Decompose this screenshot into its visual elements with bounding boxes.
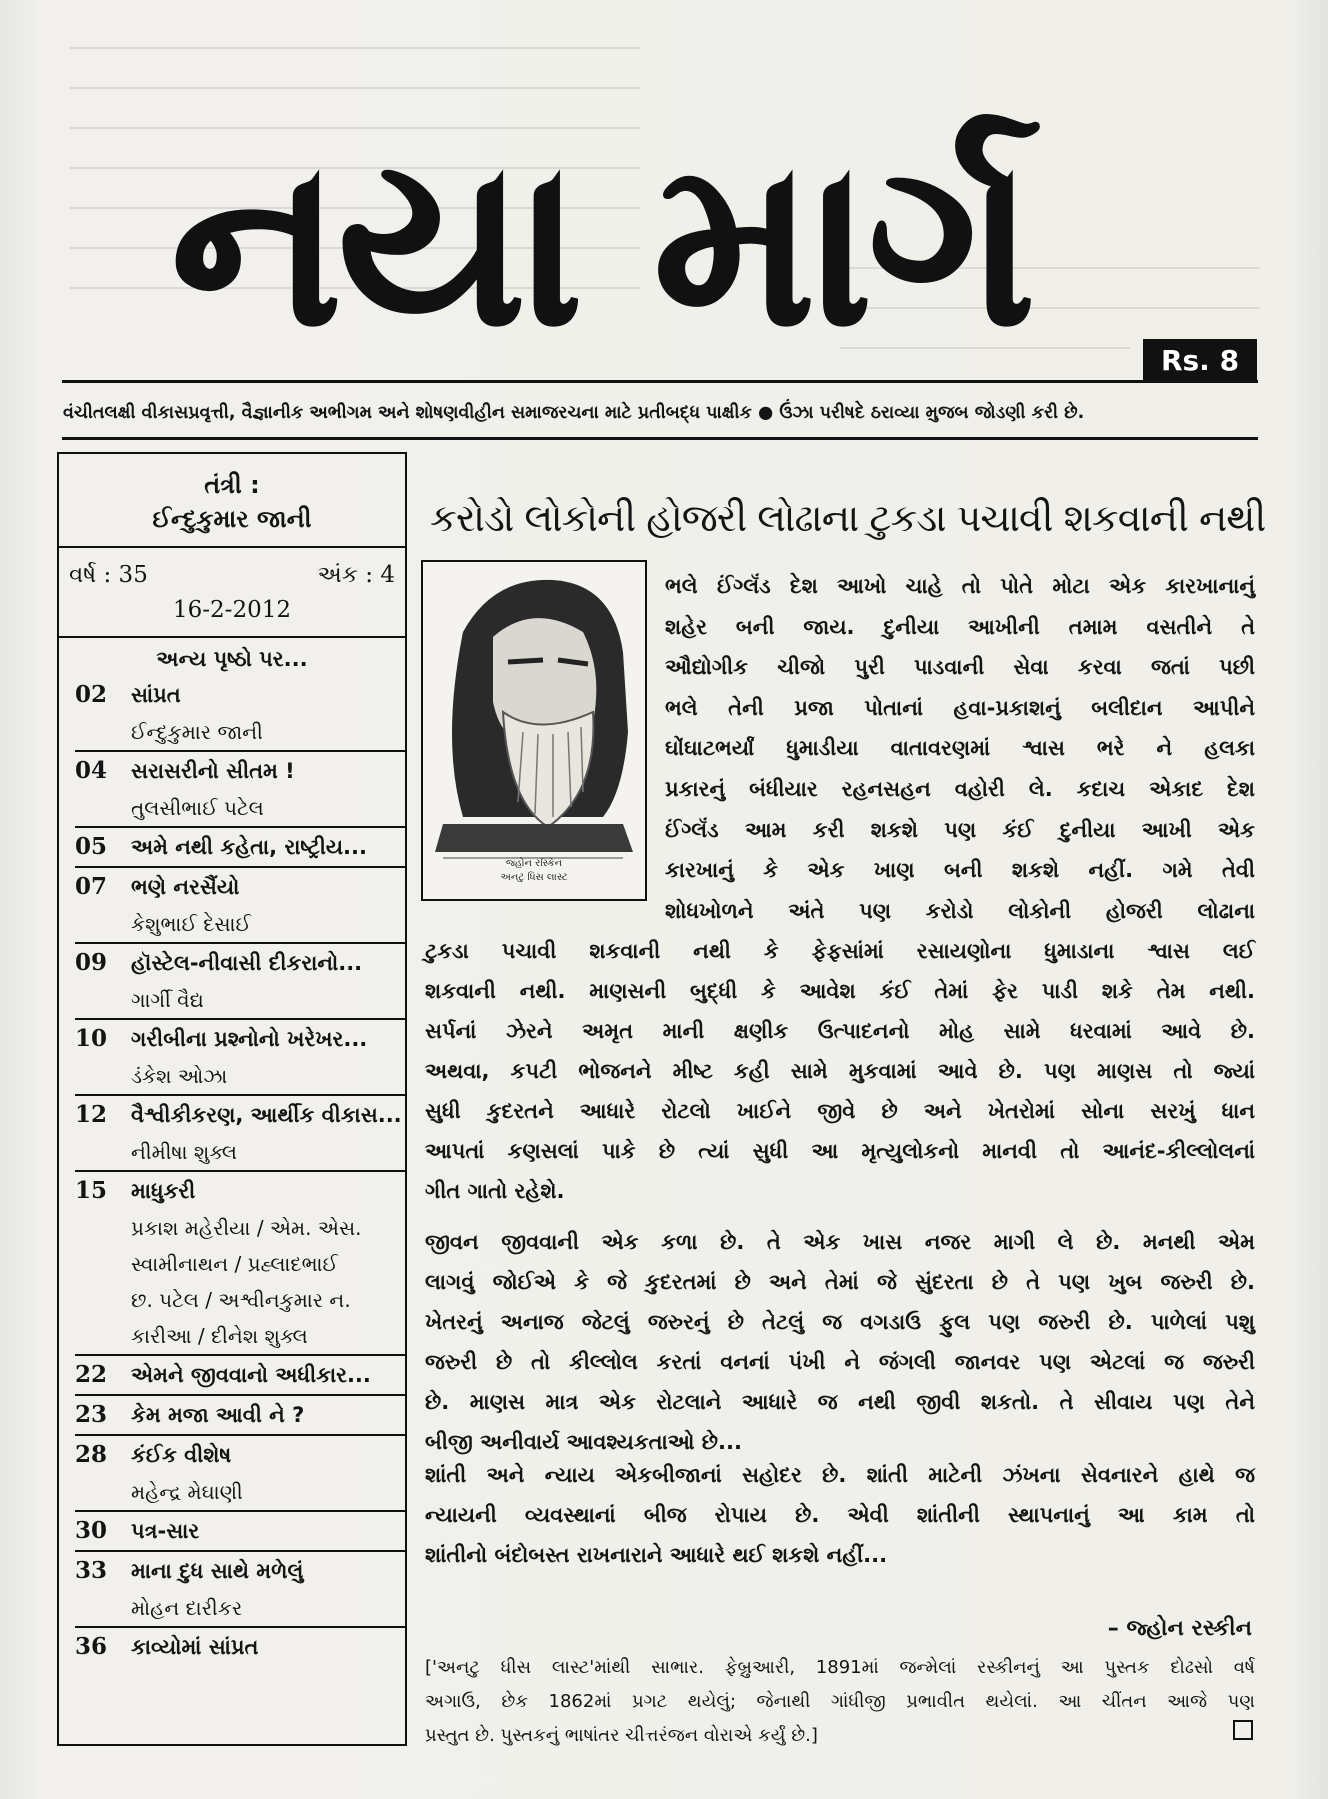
toc-entry-line (75, 1172, 405, 1210)
toc-item (75, 1396, 405, 1436)
caption-book: અનટુ ધિસ લાસ્ટ (500, 872, 568, 883)
toc-title: સાંપ્રત (131, 683, 181, 707)
toc-entry-line (75, 1096, 405, 1134)
toc-title: માધુકરી (131, 1179, 196, 1203)
article-headline: કરોડો લોકોની હોજરી લોઢાના ટુકડા પચાવી શકવાની નથી (430, 496, 1266, 540)
article-body-para-1 (425, 931, 1255, 1211)
article-line: બીજી અનીવાર્ય આવશ્યકતાઓ છે... (425, 1430, 742, 1454)
toc-title: ભણે નરસૈંયો (131, 875, 240, 899)
toc-title: વૈશ્વીકીકરણ, આર્થીક વીકાસ... (131, 1103, 402, 1127)
toc-title: એમને જીવવાનો અધીકાર... (131, 1363, 371, 1387)
toc-item (75, 676, 405, 752)
article-line: કારખાનું કે એક ખાણ બની શકશે નહીં. ગમે તેવી (665, 858, 1255, 883)
toc-title: માના દુધ સાથે મળેલું (131, 1559, 304, 1583)
article-line: આપતાં કણસલાં પાકે છે ત્યાં સુધી આ મૃત્યુલોકનો માનવી તો આનંદ-કીલ્લોલનાં (425, 1139, 1255, 1163)
article-line: છે. માણસ માત્ર એક રોટલાને આધારે જ નથી જીવી શકતો. તે સીવાય પણ તેને (425, 1390, 1255, 1414)
article-line: ગીત ગાતો રહેશે. (425, 1179, 565, 1203)
header-rule (62, 380, 1258, 383)
article-line: ઔદ્યોગીક ચીજો પુરી પાડવાની સેવા કરવા જતાં પછી (665, 655, 1255, 680)
toc-item (75, 1628, 405, 1666)
toc-author: છ. પટેલ / અશ્વીનકુમાર ન. (131, 1288, 351, 1312)
article-line: ભલે ઈંગ્લૅંડ દેશ આખો ચાહે તો પોતે મોટા એક કારખાનાનું (665, 574, 1255, 598)
article-body-para-2 (425, 1222, 1255, 1462)
toc-author: તુલસીભાઈ પટેલ (131, 796, 264, 820)
article-line: પ્રકારનું બંધીયાર રહનસહન વહોરી લે. કદાચ એકાદ દેશ (665, 776, 1255, 801)
end-mark (1233, 1720, 1253, 1740)
toc-item (75, 1020, 405, 1096)
article-line: અગાઉ, છેક 1862માં પ્રગટ થયેલું; જેનાથી ગાંધીજી પ્રભાવીત થયેલાં. આ ચીંતન આજે પણ (425, 1691, 1255, 1712)
source-note (425, 1651, 1255, 1753)
article-line: અથવા, કપટી ભોજનને મીષ્ટ કહી સામે મુકવામાં આવે છે. પણ માણસ તો જ્યાં (425, 1059, 1255, 1083)
article-line: જીવન જીવવાની એક કળા છે. તે એક ખાસ નજર માગી લે છે. મનથી એમ (425, 1230, 1255, 1254)
toc-title: ગરીબીના પ્રશ્નોનો ખરેખર... (131, 1027, 368, 1051)
article-line: ટુકડા પચાવી શકવાની નથી કે ફેફસાંમાં રસાયણોના ધુમાડાના શ્વાસ લઈ (425, 939, 1255, 963)
toc-title: કંઈક વીશેષ (131, 1443, 232, 1467)
toc-page-number: 05 (75, 833, 108, 860)
issue-label: અંક : 4 (317, 562, 395, 588)
toc-page-number: 36 (75, 1633, 108, 1660)
toc-page-number: 30 (75, 1517, 108, 1544)
sidebar-box (57, 452, 407, 1746)
article-line: ઘોંઘાટભર્યાં ધુમાડીયા વાતાવરણમાં શ્વાસ ભરે ને હલકા (665, 736, 1255, 761)
toc-item (75, 1512, 405, 1552)
price-badge: Rs. 8 (1143, 339, 1257, 383)
toc-page-number: 10 (75, 1025, 108, 1052)
toc-entry-line (75, 1020, 405, 1058)
toc-title: હૉસ્ટેલ-નીવાસી દીકરાનો... (131, 951, 363, 975)
toc-page-number: 09 (75, 949, 108, 976)
toc-entry-line (75, 944, 405, 982)
toc-author: ડંકેશ ઓઝા (131, 1064, 228, 1088)
volume-block (59, 548, 405, 638)
article-line: પ્રસ્તુત છે. પુસ્તકનું ભાષાંતર ચીત્તરંજન વોરાએ કર્યું છે.] (425, 1725, 818, 1746)
toc-entry-line (75, 1552, 405, 1590)
toc-author: પ્રકાશ મહેરીયા / એમ. એસ. (131, 1216, 362, 1240)
article-line: સુધી કુદરતને આધારે રોટલો ખાઈને જીવે છે અને ખેતરોમાં સોના સરખું ધાન (425, 1099, 1255, 1123)
toc-item (75, 944, 405, 1020)
editor-name: ઈન્દુકુમાર જાની (152, 505, 312, 533)
toc-entry-line (75, 676, 405, 714)
toc-author: સ્વામીનાથન / પ્રહ્લાદભાઈ (131, 1252, 338, 1276)
toc-page-number: 33 (75, 1557, 108, 1584)
article-line: ['અનટુ ધીસ લાસ્ટ'માંથી સાભાર. ફેબ્રુઆરી, 1891માં જન્મેલાં રસ્કીનનું આ પુસ્તક દોઢસો વર્ષ (425, 1657, 1255, 1678)
toc-title: સરાસરીનો સીતમ ! (131, 759, 295, 783)
portrait-caption (423, 857, 645, 885)
toc-author: ગાર્ગી વૈદ્ય (131, 988, 204, 1012)
toc-entry-line (75, 752, 405, 790)
toc-author: કેશુભાઈ દેસાઈ (131, 912, 251, 936)
article-line: ખેતરનું અનાજ જેટલું જરુરનું છે તેટલું જ વગડાઉ ફુલ પણ જરુરી છે. પાળેલાં પશુ (425, 1310, 1255, 1334)
editor-block (59, 454, 405, 548)
table-of-contents (59, 676, 405, 1666)
toc-entry-line (75, 1512, 405, 1550)
toc-entry-line (75, 1436, 405, 1474)
tagline: વંચીતલક્ષી વીકાસપ્રવૃત્તી, વૈજ્ઞાનીક અભીગમ અને શોષણવીહીન સમાજરચના માટે પ્રતીબદ્ધ પાક્ષીક ● ઉંઝા પરીષદે ઠરાવ્યા મુજબ જોડણી કરી છે. (63, 403, 1085, 423)
toc-page-number: 23 (75, 1401, 108, 1428)
header-rule-lower (62, 437, 1258, 440)
toc-item (75, 1172, 405, 1356)
toc-page-number: 07 (75, 873, 108, 900)
toc-heading: અન્ય પૃષ્ઠો પર... (156, 647, 308, 671)
article-body-para-3 (425, 1455, 1255, 1575)
caption-name: જ્હોન રસ્કિન (505, 858, 563, 869)
toc-page-number: 22 (75, 1361, 108, 1388)
article-line: ભલે તેની પ્રજા પોતાનાં હવા-પ્રકાશનું બલીદાન આપીને (665, 695, 1255, 720)
article-line: શકવાની નથી. માણસની બુદ્ધી કે આવેશ કંઈ તેમાં ફેર પાડી શકે તેમ નથી. (425, 979, 1255, 1003)
toc-page-number: 12 (75, 1101, 108, 1128)
toc-title: કેમ મજા આવી ને ? (131, 1403, 305, 1427)
toc-page-number: 28 (75, 1441, 108, 1468)
issue-date: 16-2-2012 (173, 597, 291, 623)
article-line: લાગવું જોઈએ કે જે કુદરતમાં છે અને તેમાં જે સુંદરતા છે તે પણ ખુબ જરુરી છે. (425, 1270, 1255, 1294)
toc-entry-line (75, 1356, 405, 1394)
article-line: જરુરી છે તો કીલ્લોલ કરતાં વનનાં પંખી ને જંગલી જાનવર પણ એટલાં જ જરુરી (425, 1350, 1255, 1374)
article-line: શોધખોળને અંતે પણ કરોડો લોકોની હોજરી લોઢાના (665, 898, 1255, 923)
article-line: શહેર બની જાય. દુનીયા આખીની તમામ વસતીને તે (665, 614, 1255, 639)
toc-title: કાવ્યોમાં સાંપ્રત (131, 1635, 259, 1659)
toc-item (75, 752, 405, 828)
article-line: ન્યાયની વ્યવસ્થાનાં બીજ રોપાય છે. એવી શાંતીની સ્થાપનાનું આ કામ તો (425, 1503, 1255, 1527)
article-body-narrow (665, 566, 1255, 931)
toc-page-number: 15 (75, 1177, 108, 1204)
masthead-title: નયા માર્ગ (170, 108, 1031, 378)
article-line: શાંતીનો બંદોબસ્ત રાખનારાને આધારે થઈ શકશે નહીં... (425, 1543, 888, 1567)
article-line: સર્પનાં ઝેરને અમૃત માની ક્ષણીક ઉત્પાદનનો મોહ સામે ધરવામાં આવે છે. (425, 1019, 1255, 1043)
author-portrait (421, 560, 647, 901)
toc-item (75, 1096, 405, 1172)
toc-item (75, 1436, 405, 1512)
toc-item (75, 1356, 405, 1396)
toc-author: કારીઆ / દીનેશ શુક્લ (131, 1324, 308, 1348)
article-line: ઈંગ્લૅંડ આમ કરી શકશે પણ કંઈ દુનીયા આખી એક (665, 817, 1255, 842)
editor-label: તંત્રી : (204, 471, 260, 499)
toc-entry-line (75, 828, 405, 866)
toc-author: નીમીષા શુક્લ (131, 1140, 238, 1164)
toc-page-number: 04 (75, 757, 108, 784)
year-label: વર્ષ : 35 (69, 562, 148, 588)
toc-entry-line (75, 868, 405, 906)
toc-page-number: 02 (75, 681, 108, 708)
toc-author: ઈન્દુકુમાર જાની (131, 720, 263, 744)
toc-title: અમે નથી કહેતા, રાષ્ટ્રીય... (131, 835, 367, 859)
article-line: શાંતી અને ન્યાય એકબીજાનાં સહોદર છે. શાંતી માટેની ઝંખના સેવનારને હાથે જ (425, 1463, 1255, 1487)
portrait-sketch (423, 562, 645, 899)
toc-entry-line (75, 1396, 405, 1434)
toc-author: મોહન દારીકર (131, 1596, 243, 1620)
toc-item (75, 828, 405, 868)
toc-item (75, 1552, 405, 1628)
toc-entry-line (75, 1628, 405, 1666)
toc-title: પત્ર-સાર (131, 1519, 200, 1543)
toc-author: મહેન્દ્ર મેઘાણી (131, 1480, 243, 1504)
toc-item (75, 868, 405, 944)
author-signature: – જ્હોન રસ્કીન (1107, 1616, 1252, 1641)
